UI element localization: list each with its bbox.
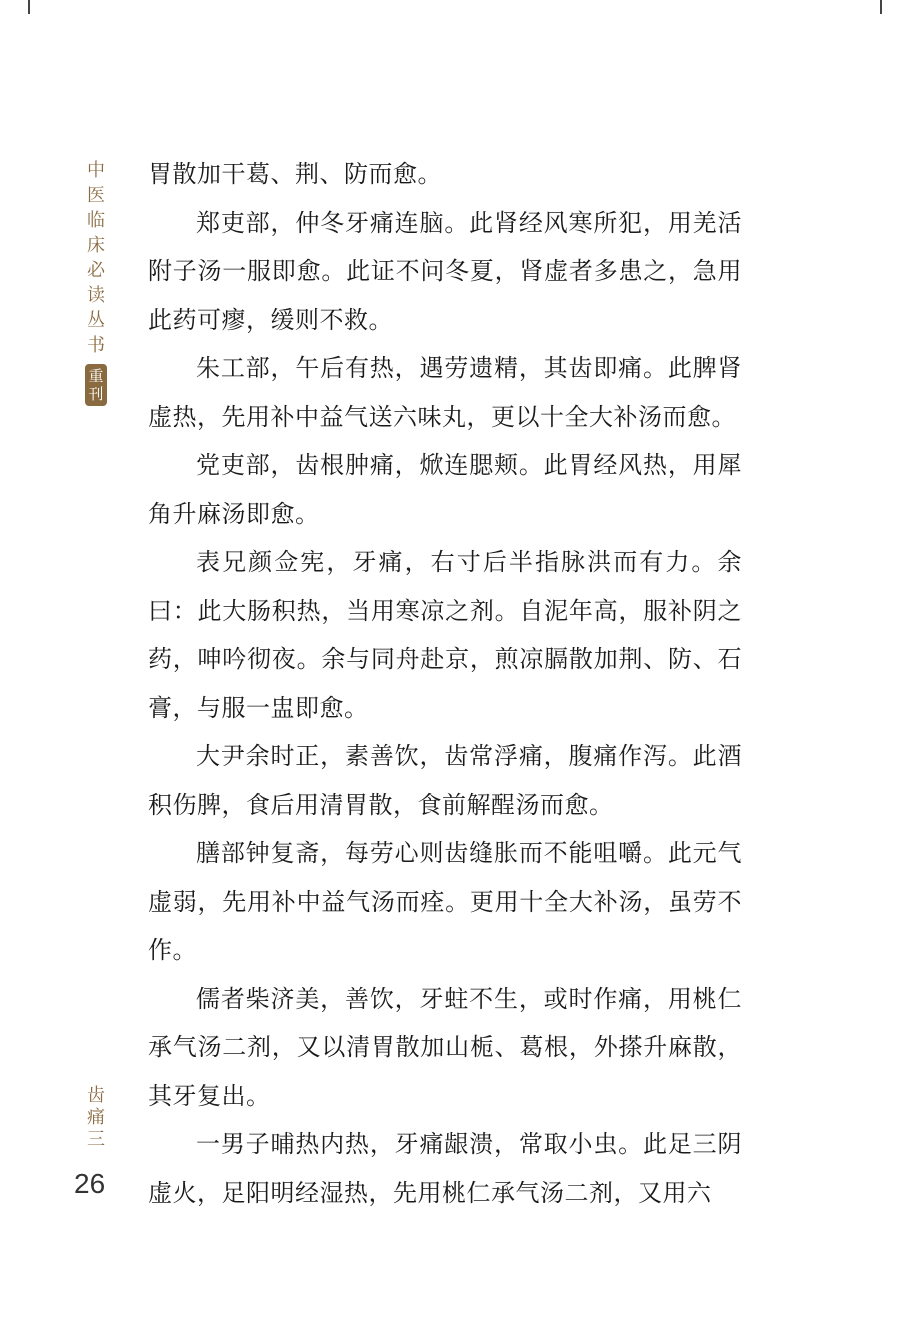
- series-title-char: 临: [87, 210, 105, 231]
- paragraph-continuation: 胃散加干葛、荆、防而愈。: [148, 160, 442, 188]
- paragraph: 朱工部，午后有热，遇劳遗精，其齿即痛。此脾肾虚热，先用补中益气送六味丸，更以十全大补汤而愈。: [148, 354, 742, 431]
- chapter-char: 痛: [87, 1107, 105, 1128]
- series-title-char: 书: [87, 335, 105, 356]
- paragraph: 儒者柴济美，善饮，牙蛀不生，或时作痛，用桃仁承气汤二剂，又以清胃散加山栀、葛根，外搽升麻散，其牙复出。: [148, 984, 742, 1110]
- chapter-char: 齿: [87, 1085, 105, 1106]
- page-number: 26: [74, 1168, 106, 1199]
- chapter-label-vertical: [84, 1085, 108, 1151]
- seal-char: 重: [88, 367, 104, 385]
- series-title-char: 中: [87, 160, 105, 181]
- series-title-char: 床: [87, 235, 105, 256]
- seal-char: 刊: [88, 385, 104, 403]
- paragraph: 一男子晡热内热，牙痛龈溃，常取小虫。此足三阴虚火，足阳明经湿热，先用桃仁承气汤二剂，又用六: [148, 1130, 742, 1207]
- paragraph: 表兄颜佥宪，牙痛，右寸后半指脉洪而有力。余曰：此大肠积热，当用寒凉之剂。自泥年高，服补阴之药，呻吟彻夜。余与同舟赴京，煎凉膈散加荆、防、石膏，与服一盅即愈。: [148, 548, 742, 722]
- paragraph: 大尹余时正，素善饮，齿常浮痛，腹痛作泻。此酒积伤脾，食后用清胃散，食前解酲汤而愈。: [148, 742, 742, 819]
- reprint-seal: [85, 364, 107, 406]
- chapter-char: 三: [87, 1129, 105, 1150]
- crop-mark-right: [880, 0, 882, 14]
- series-title-char: 必: [87, 260, 105, 281]
- paragraph: 党吏部，齿根肿痛，焮连腮颊。此胃经风热，用犀角升麻汤即愈。: [148, 451, 742, 528]
- series-title-char: 丛: [87, 310, 105, 331]
- body-text: [148, 150, 742, 1217]
- series-title-vertical: [84, 158, 108, 406]
- series-title-char: 读: [87, 285, 105, 306]
- paragraph: 膳部钟复斋，每劳心则齿缝胀而不能咀嚼。此元气虚弱，先用补中益气汤而痊。更用十全大补汤，虽劳不作。: [148, 839, 742, 964]
- paragraph: 郑吏部，仲冬牙痛连脑。此肾经风寒所犯，用羌活附子汤一服即愈。此证不问冬夏，肾虚者多患之，急用此药可瘳，缓则不救。: [148, 208, 742, 334]
- series-title-char: 医: [87, 185, 105, 206]
- crop-mark-left: [28, 0, 30, 14]
